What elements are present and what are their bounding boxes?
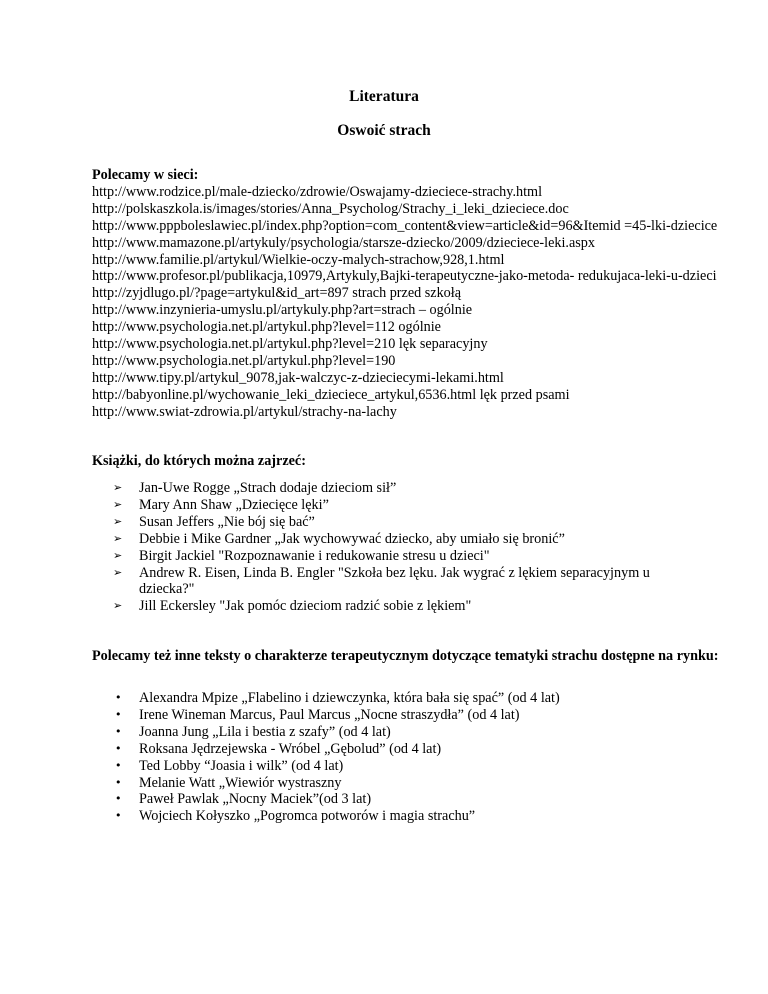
list-item [92, 808, 712, 825]
text-title: Roksana Jędrzejewska - Wróbel „Gębolud” (od 4 lat) [139, 740, 442, 757]
list-item [92, 598, 672, 615]
round-bullet-icon: • [115, 775, 122, 789]
list-item [92, 724, 712, 741]
link-item[interactable]: http://www.tipy.pl/artykul_9078,jak-walczyc-z-dzieciecymi-lekami.html [92, 369, 504, 386]
arrowhead-bullet-icon: ➢ [113, 481, 123, 494]
link-item[interactable]: http://www.profesor.pl/publikacja,10979,Artykuly,Bajki-terapeutyczne-jako-metoda- redukujaca-leki-u-dzieci [92, 268, 717, 285]
list-item [92, 775, 712, 792]
list-item [92, 565, 672, 599]
book-title: Jan-Uwe Rogge „Strach dodaje dzieciom sił” [139, 480, 397, 496]
list-item [92, 758, 712, 775]
arrowhead-bullet-icon: ➢ [113, 514, 123, 528]
other-texts-list [92, 690, 712, 825]
book-title: Mary Ann Shaw „Dziecięce lęki” [139, 496, 329, 513]
link-item[interactable]: http://www.inzynieria-umyslu.pl/artykuly.php?art=strach – ogólnie [92, 302, 473, 319]
text-title: Irene Wineman Marcus, Paul Marcus „Nocne straszydła” (od 4 lat) [139, 706, 520, 723]
link-item[interactable]: http://www.psychologia.net.pl/artykul.php?level=210 lęk separacyjny [92, 336, 488, 353]
text-title: Wojciech Kołyszko „Pogromca potworów i magia strachu” [139, 808, 476, 825]
link-item[interactable]: http://www.swiat-zdrowia.pl/artykul/strachy-na-lachy [92, 403, 397, 420]
link-item[interactable]: http://www.psychologia.net.pl/artykul.php?level=112 ogólnie [92, 319, 441, 336]
round-bullet-icon: • [115, 809, 122, 823]
books-list [92, 480, 672, 615]
list-item [92, 480, 672, 497]
link-item[interactable]: http://babyonline.pl/wychowanie_leki_dzieciece_artykul,6536.html lęk przed psami [92, 386, 570, 403]
document-title: Literatura [349, 88, 419, 105]
round-bullet-icon: • [115, 707, 122, 721]
list-item [92, 514, 672, 531]
book-title: Andrew R. Eisen, Linda B. Engler "Szkoła bez lęku. Jak wygrać z lękiem separacyjnym u dziecka?" [139, 564, 650, 598]
arrowhead-bullet-icon: ➢ [113, 497, 123, 511]
round-bullet-icon: • [115, 691, 122, 704]
link-item[interactable]: http://www.mamazone.pl/artykuly/psychologia/starsze-dziecko/2009/dzieciece-leki.aspx [92, 234, 595, 251]
list-item [92, 707, 712, 724]
link-item[interactable]: http://www.psychologia.net.pl/artykul.php?level=190 [92, 352, 396, 369]
document-subtitle: Oswoić strach [337, 122, 431, 139]
arrowhead-bullet-icon: ➢ [113, 548, 123, 562]
link-item[interactable]: http://zyjdlugo.pl/?page=artykul&id_art=897 strach przed szkołą [92, 285, 462, 302]
books-heading: Książki, do których można zajrzeć: [92, 453, 306, 469]
round-bullet-icon: • [115, 758, 122, 772]
list-item [92, 548, 672, 565]
online-resources-section [92, 167, 732, 421]
link-item[interactable]: http://polskaszkola.is/images/stories/Anna_Psycholog/Strachy_i_leki_dzieciece.doc [92, 200, 569, 217]
arrowhead-bullet-icon: ➢ [113, 565, 123, 579]
list-item [92, 497, 672, 514]
book-title: Susan Jeffers „Nie bój się bać” [139, 513, 315, 530]
text-title: Paweł Pawlak „Nocny Maciek”(od 3 lat) [139, 791, 372, 808]
round-bullet-icon: • [115, 741, 122, 755]
online-resources-heading: Polecamy w sieci: [92, 167, 199, 183]
link-item[interactable]: http://www.pppboleslawiec.pl/index.php?option=com_content&view=article&id=96&Itemid =45-lki-dziecice [92, 217, 718, 234]
link-item[interactable]: http://www.familie.pl/artykul/Wielkie-oczy-malych-strachow,928,1.html [92, 251, 505, 268]
book-title: Birgit Jackiel "Rozpoznawanie i redukowanie stresu u dzieci" [139, 547, 490, 564]
round-bullet-icon: • [115, 724, 122, 738]
text-title: Ted Lobby “Joasia i wilk” (od 4 lat) [139, 757, 344, 774]
arrowhead-bullet-icon: ➢ [113, 599, 123, 613]
text-title: Melanie Watt „Wiewiór wystraszny [139, 774, 342, 791]
text-title: Joanna Jung „Lila i bestia z szafy” (od 4 lat) [139, 723, 391, 740]
link-item[interactable]: http://www.rodzice.pl/male-dziecko/zdrowie/Oswajamy-dzieciece-strachy.html [92, 183, 543, 200]
list-item [92, 531, 672, 548]
other-texts-heading: Polecamy też inne teksty o charakterze terapeutycznym dotyczące tematyki strachu dostępne na rynku: [92, 648, 719, 664]
book-title: Debbie i Mike Gardner „Jak wychowywać dziecko, aby umiało się bronić” [139, 530, 565, 547]
list-item [92, 690, 712, 707]
round-bullet-icon: • [115, 792, 122, 806]
arrowhead-bullet-icon: ➢ [113, 531, 123, 545]
text-title: Alexandra Mpize „Flabelino i dziewczynka, która bała się spać” (od 4 lat) [139, 690, 560, 706]
book-title: Jill Eckersley "Jak pomóc dzieciom radzić sobie z lękiem" [139, 598, 472, 615]
list-item [92, 791, 712, 808]
list-item [92, 741, 712, 758]
